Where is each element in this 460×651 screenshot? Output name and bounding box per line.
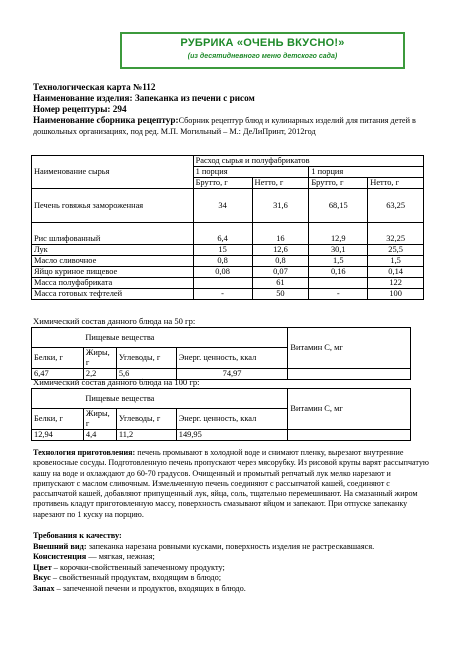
- nutrients-header: Пищевые вещества: [83, 328, 288, 348]
- technology-section: [33, 448, 433, 520]
- energy-header: Энерг. ценность, ккал: [176, 348, 288, 369]
- table-row: Масло сливочное 0,8 0,8 1,5 1,5: [32, 256, 424, 267]
- list-item: Вкус – свойственный продуктам, входящим в блюдо;: [33, 573, 222, 583]
- fat-header: Жиры, г: [83, 348, 116, 369]
- gross-header: Брутто, г: [193, 178, 252, 189]
- rubric-banner: [120, 32, 405, 69]
- quality-label: Требования к качеству:: [33, 531, 122, 540]
- product-name: Наименование изделия: Запеканка из печени с рисом: [33, 93, 255, 103]
- list-item: Запах – запеченной печени и продуктов, входящих в блюдо.: [33, 583, 246, 593]
- chem100-caption: Химический состав данного блюда на 100 гр:: [33, 377, 200, 387]
- vitamin-header: Витамин С, мг: [288, 328, 411, 369]
- net-header: Нетто, г: [368, 178, 424, 189]
- col-group-header: Расход сырья и полуфабрикатов: [193, 156, 423, 167]
- technology-label: Технология приготовления:: [33, 448, 136, 457]
- table-row: Лук 15 12,6 30,1 25,5: [32, 245, 424, 256]
- banner-subtitle: (из десятидневного меню детского сада): [187, 53, 338, 60]
- protein-header: Белки, г: [32, 409, 84, 430]
- technology-text: печень промывают в холодной воде и снимают пленку, вырезают внутренние кровеносные сосуды. Подготовленную печень пропускают через мясорубку. Из рисовой крупы варят рассыпчатую кашу на воде и охлаждают до 60-70 градусов. Очищенный и промытый репчатый лук мелко нарезают и припускают с маслом сливочным. Измельченную печень соединяют с рассыпчатой кашей, соединяют с рассыпчатой кашей, добавляют припущенный лук, яйца, соль, тщательно перемешивают. На смазанный жиром противень кладут приготовленную массу, поверхность смазывают яйцом и запекают. При отпуске запеканку нарезают по 1 куску на порцию.: [33, 448, 429, 519]
- energy-header: Энерг. ценность, ккал: [176, 409, 288, 430]
- nutrients-header: Пищевые вещества: [83, 389, 288, 409]
- table-row: Рис шлифованный 6,4 16 12,9 32,25: [32, 223, 424, 245]
- portion2-header: 1 порция: [309, 167, 424, 178]
- table-row: Масса готовых тефтелей - 50 - 100: [32, 289, 424, 300]
- chem100-table: [31, 388, 411, 441]
- protein-header: Белки, г: [32, 348, 84, 369]
- carb-header: Углеводы, г: [116, 409, 176, 430]
- card-title: Технологическая карта №112: [33, 82, 156, 92]
- table-row: Яйцо куриное пищевое 0,08 0,07 0,16 0,14: [32, 267, 424, 278]
- table-row: 6,47 2,2 5,6 74,97: [32, 369, 411, 380]
- gross-header: Брутто, г: [309, 178, 368, 189]
- chem50-caption: Химический состав данного блюда на 50 гр:: [33, 316, 196, 326]
- chem50-table: [31, 327, 411, 380]
- recipe-number: Номер рецептуры: 294: [33, 104, 127, 114]
- list-item: Внешний вид: запеканка нарезана ровными кусками, поверхность изделия не растрескавшаяся.: [33, 541, 375, 551]
- table-row: Масса полуфабриката 61 122: [32, 278, 424, 289]
- ingredients-table: [31, 155, 424, 300]
- net-header: Нетто, г: [252, 178, 309, 189]
- list-item: Цвет – корочки-свойственный запеченному продукту;: [33, 562, 225, 572]
- portion1-header: 1 порция: [193, 167, 309, 178]
- table-row: Печень говяжья замороженная 34 31,6 68,15 63,25: [32, 189, 424, 223]
- table-row: 12,94 4,4 11,2 149,95: [32, 430, 411, 441]
- quality-section: [33, 531, 443, 595]
- list-item: Консистенция — мягкая, нежная;: [33, 552, 155, 562]
- fat-header: Жиры, г: [83, 409, 116, 430]
- vitamin-header: Витамин С, мг: [288, 389, 411, 430]
- banner-title: РУБРИКА «ОЧЕНЬ ВКУСНО!»: [180, 37, 345, 49]
- recipe-collection: Наименование сборника рецептур:Сборник рецептур блюд и кулинарных изделий для питания детей в дошкольных организациях, под ред. М.П. Могильный – М.: ДеЛиПринт, 2012год: [33, 115, 416, 136]
- col-name-header: Наименование сырья: [32, 156, 194, 189]
- carb-header: Углеводы, г: [116, 348, 176, 369]
